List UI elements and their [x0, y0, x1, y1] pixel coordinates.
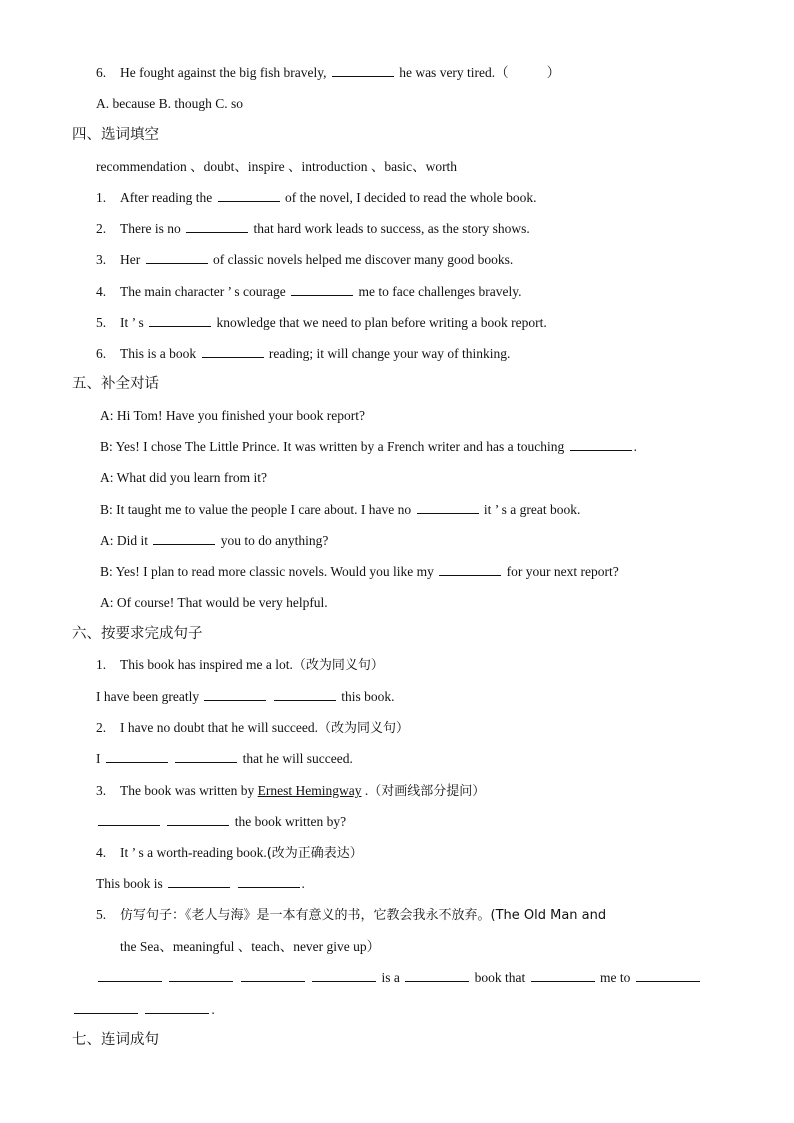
- s6-q5-blank-3[interactable]: [241, 969, 305, 982]
- s6-q5-word-book-that: book that: [474, 970, 526, 985]
- s4-item-number: 6.: [96, 346, 107, 361]
- dialogue-text-before: B: It taught me to value the people I care about. I have no: [100, 502, 412, 517]
- s6-q3-underlined-name: Ernest Hemingway: [257, 783, 362, 798]
- s4-item-5: [96, 314, 547, 332]
- q6-line: [96, 64, 560, 82]
- dialogue-line-5: [100, 532, 328, 550]
- s4-item-text-after: me to face challenges bravely.: [358, 284, 522, 299]
- s4-item-text-after: that hard work leads to success, as the story shows.: [253, 221, 530, 236]
- s6-q5-blank-4[interactable]: [312, 969, 376, 982]
- s6-q4-blank-1[interactable]: [168, 875, 230, 888]
- section7-heading: 七、连词成句: [72, 1032, 159, 1048]
- s6-q5-blank-7[interactable]: [636, 969, 700, 982]
- s4-item-text-before: There is no: [120, 221, 181, 236]
- s4-item-number: 2.: [96, 221, 107, 236]
- s6-q5: [96, 906, 606, 925]
- s6-q4-requirement: (改为正确表达）: [266, 846, 363, 861]
- s6-q1-answer-after: this book.: [341, 689, 395, 704]
- s4-item-blank[interactable]: [186, 220, 248, 233]
- section4-heading: 四、选词填空: [72, 127, 159, 143]
- dialogue-blank[interactable]: [153, 532, 215, 545]
- q6-text-before: He fought against the big fish bravely,: [120, 65, 327, 80]
- s6-q2-blank-2[interactable]: [175, 750, 237, 763]
- dialogue-text-before: B: Yes! I chose The Little Prince. It was written by a French writer and has a touching: [100, 439, 565, 454]
- s6-q3-requirement: （对画线部分提问）: [368, 784, 486, 799]
- s6-q5-word-me-to: me to: [600, 970, 631, 985]
- s6-q5-end: .: [211, 1002, 215, 1017]
- s6-q4-answer-after: .: [301, 876, 305, 891]
- s4-item-number: 4.: [96, 284, 107, 299]
- s6-q5-word-a: a: [393, 970, 400, 985]
- dialogue-blank[interactable]: [570, 438, 632, 451]
- s6-q2-requirement: （改为同义句）: [317, 721, 409, 736]
- dialogue-text-after: .: [633, 439, 638, 454]
- s6-q2-answer-after: that he will succeed.: [242, 751, 353, 766]
- s6-q5-blank-2[interactable]: [169, 969, 233, 982]
- s6-q2-text: I have no doubt that he will succeed.: [120, 720, 318, 735]
- s6-q4-answer-before: This book is: [96, 876, 163, 891]
- s4-item-2: [96, 220, 530, 238]
- s4-item-text-before: The main character ’ s courage: [120, 284, 286, 299]
- section6-heading: 六、按要求完成句子: [72, 626, 203, 642]
- s6-q1: [96, 656, 384, 675]
- dialogue-line-1: A: Hi Tom! Have you finished your book report?: [100, 408, 366, 423]
- s6-q5-text-line2: the Sea、meaningful 、teach、never give up）: [120, 939, 381, 954]
- s6-q2-blank-1[interactable]: [106, 750, 168, 763]
- s4-item-number: 1.: [96, 190, 107, 205]
- s6-q5-blank-6[interactable]: [531, 969, 595, 982]
- dialogue-blank[interactable]: [439, 563, 501, 576]
- s4-item-blank[interactable]: [149, 314, 211, 327]
- s6-q4-text: It ’ s a worth-reading book.: [120, 845, 267, 860]
- s6-q5-word-is: is: [381, 970, 391, 985]
- s4-item-3: [96, 251, 513, 269]
- s6-q1-answer: [96, 688, 394, 706]
- s6-q5-answer-line1: [96, 969, 702, 987]
- s4-item-text-before: After reading the: [120, 190, 213, 205]
- s4-item-text-after: reading; it will change your way of thinking.: [268, 346, 511, 361]
- s4-item-text-after: of the novel, I decided to read the whole book.: [284, 190, 537, 205]
- s6-q4-answer: [96, 875, 305, 893]
- s6-q3-blank-1[interactable]: [98, 813, 160, 826]
- dialogue-text-after: it ’ s a great book.: [483, 502, 581, 517]
- q6-paren-close: ）: [546, 65, 561, 80]
- s6-q1-answer-before: I have been greatly: [96, 689, 200, 704]
- q6-number: 6.: [96, 65, 107, 80]
- s6-q3-answer: [96, 813, 346, 831]
- dialogue-text-after: you to do anything?: [220, 533, 329, 548]
- s6-q4-blank-2[interactable]: [238, 875, 300, 888]
- s4-item-number: 5.: [96, 315, 107, 330]
- s4-item-text-after: of classic novels helped me discover many good books.: [213, 252, 514, 267]
- dialogue-line-7: A: Of course! That would be very helpful.: [100, 595, 328, 610]
- dialogue-line-4: [100, 501, 580, 519]
- s4-item-4: [96, 283, 521, 301]
- dialogue-text-before: A: Did it: [100, 533, 149, 548]
- section4-word-bank: recommendation 、doubt、inspire 、introduction 、basic、worth: [96, 159, 458, 174]
- s4-item-text-after: knowledge that we need to plan before writing a book report.: [216, 315, 547, 330]
- dialogue-line-6: [100, 563, 619, 581]
- s6-q1-number: 1.: [96, 657, 107, 672]
- s6-q5-blank-1[interactable]: [98, 969, 162, 982]
- s4-item-number: 3.: [96, 252, 107, 267]
- s6-q3-blank-2[interactable]: [167, 813, 229, 826]
- dialogue-line-3: A: What did you learn from it?: [100, 470, 267, 485]
- s6-q1-text: This book has inspired me a lot.: [120, 657, 293, 672]
- s6-q3-answer-after: the book written by?: [234, 814, 347, 829]
- section5-heading: 五、补全对话: [72, 376, 159, 392]
- s6-q1-blank-1[interactable]: [204, 688, 266, 701]
- s4-item-blank[interactable]: [218, 189, 280, 202]
- s6-q1-requirement: （改为同义句）: [292, 658, 384, 673]
- s6-q4: [96, 844, 363, 863]
- dialogue-text-before: B: Yes! I plan to read more classic novels. Would you like my: [100, 564, 434, 579]
- s4-item-6: [96, 345, 510, 363]
- s6-q3-text-after: .: [361, 783, 369, 798]
- s4-item-text-before: This is a book: [120, 346, 197, 361]
- q6-options: A. because B. though C. so: [96, 96, 243, 111]
- s4-item-blank[interactable]: [202, 345, 264, 358]
- s6-q2: [96, 719, 409, 738]
- s4-item-blank[interactable]: [146, 251, 208, 264]
- s4-item-text-before: Her: [120, 252, 141, 267]
- s6-q3: [96, 782, 485, 801]
- q6-text-after: he was very tired.（: [399, 65, 509, 80]
- dialogue-blank[interactable]: [417, 501, 479, 514]
- s6-q5-blank-8[interactable]: [74, 1001, 138, 1014]
- s6-q2-answer: [96, 750, 353, 768]
- s6-q5-answer-line2: [72, 1001, 215, 1019]
- s6-q2-number: 2.: [96, 720, 107, 735]
- s6-q5-blank-5[interactable]: [405, 969, 469, 982]
- dialogue-line-2: [100, 438, 637, 456]
- q6-blank[interactable]: [332, 64, 394, 77]
- s6-q5-blank-9[interactable]: [145, 1001, 209, 1014]
- s4-item-text-before: It ’ s: [120, 315, 144, 330]
- s6-q1-blank-2[interactable]: [274, 688, 336, 701]
- s4-item-1: [96, 189, 537, 207]
- s6-q3-number: 3.: [96, 783, 107, 798]
- s6-q4-number: 4.: [96, 845, 107, 860]
- s4-item-blank[interactable]: [291, 283, 353, 296]
- s6-q5-text: 仿写句子：《老人与海》是一本有意义的书，它教会我永不放弃。(The Old Man and: [120, 908, 607, 923]
- dialogue-text-after: for your next report?: [506, 564, 619, 579]
- s6-q3-text-before: The book was written by: [120, 783, 255, 798]
- s6-q5-number: 5.: [96, 907, 107, 922]
- s6-q2-answer-before: I: [96, 751, 101, 766]
